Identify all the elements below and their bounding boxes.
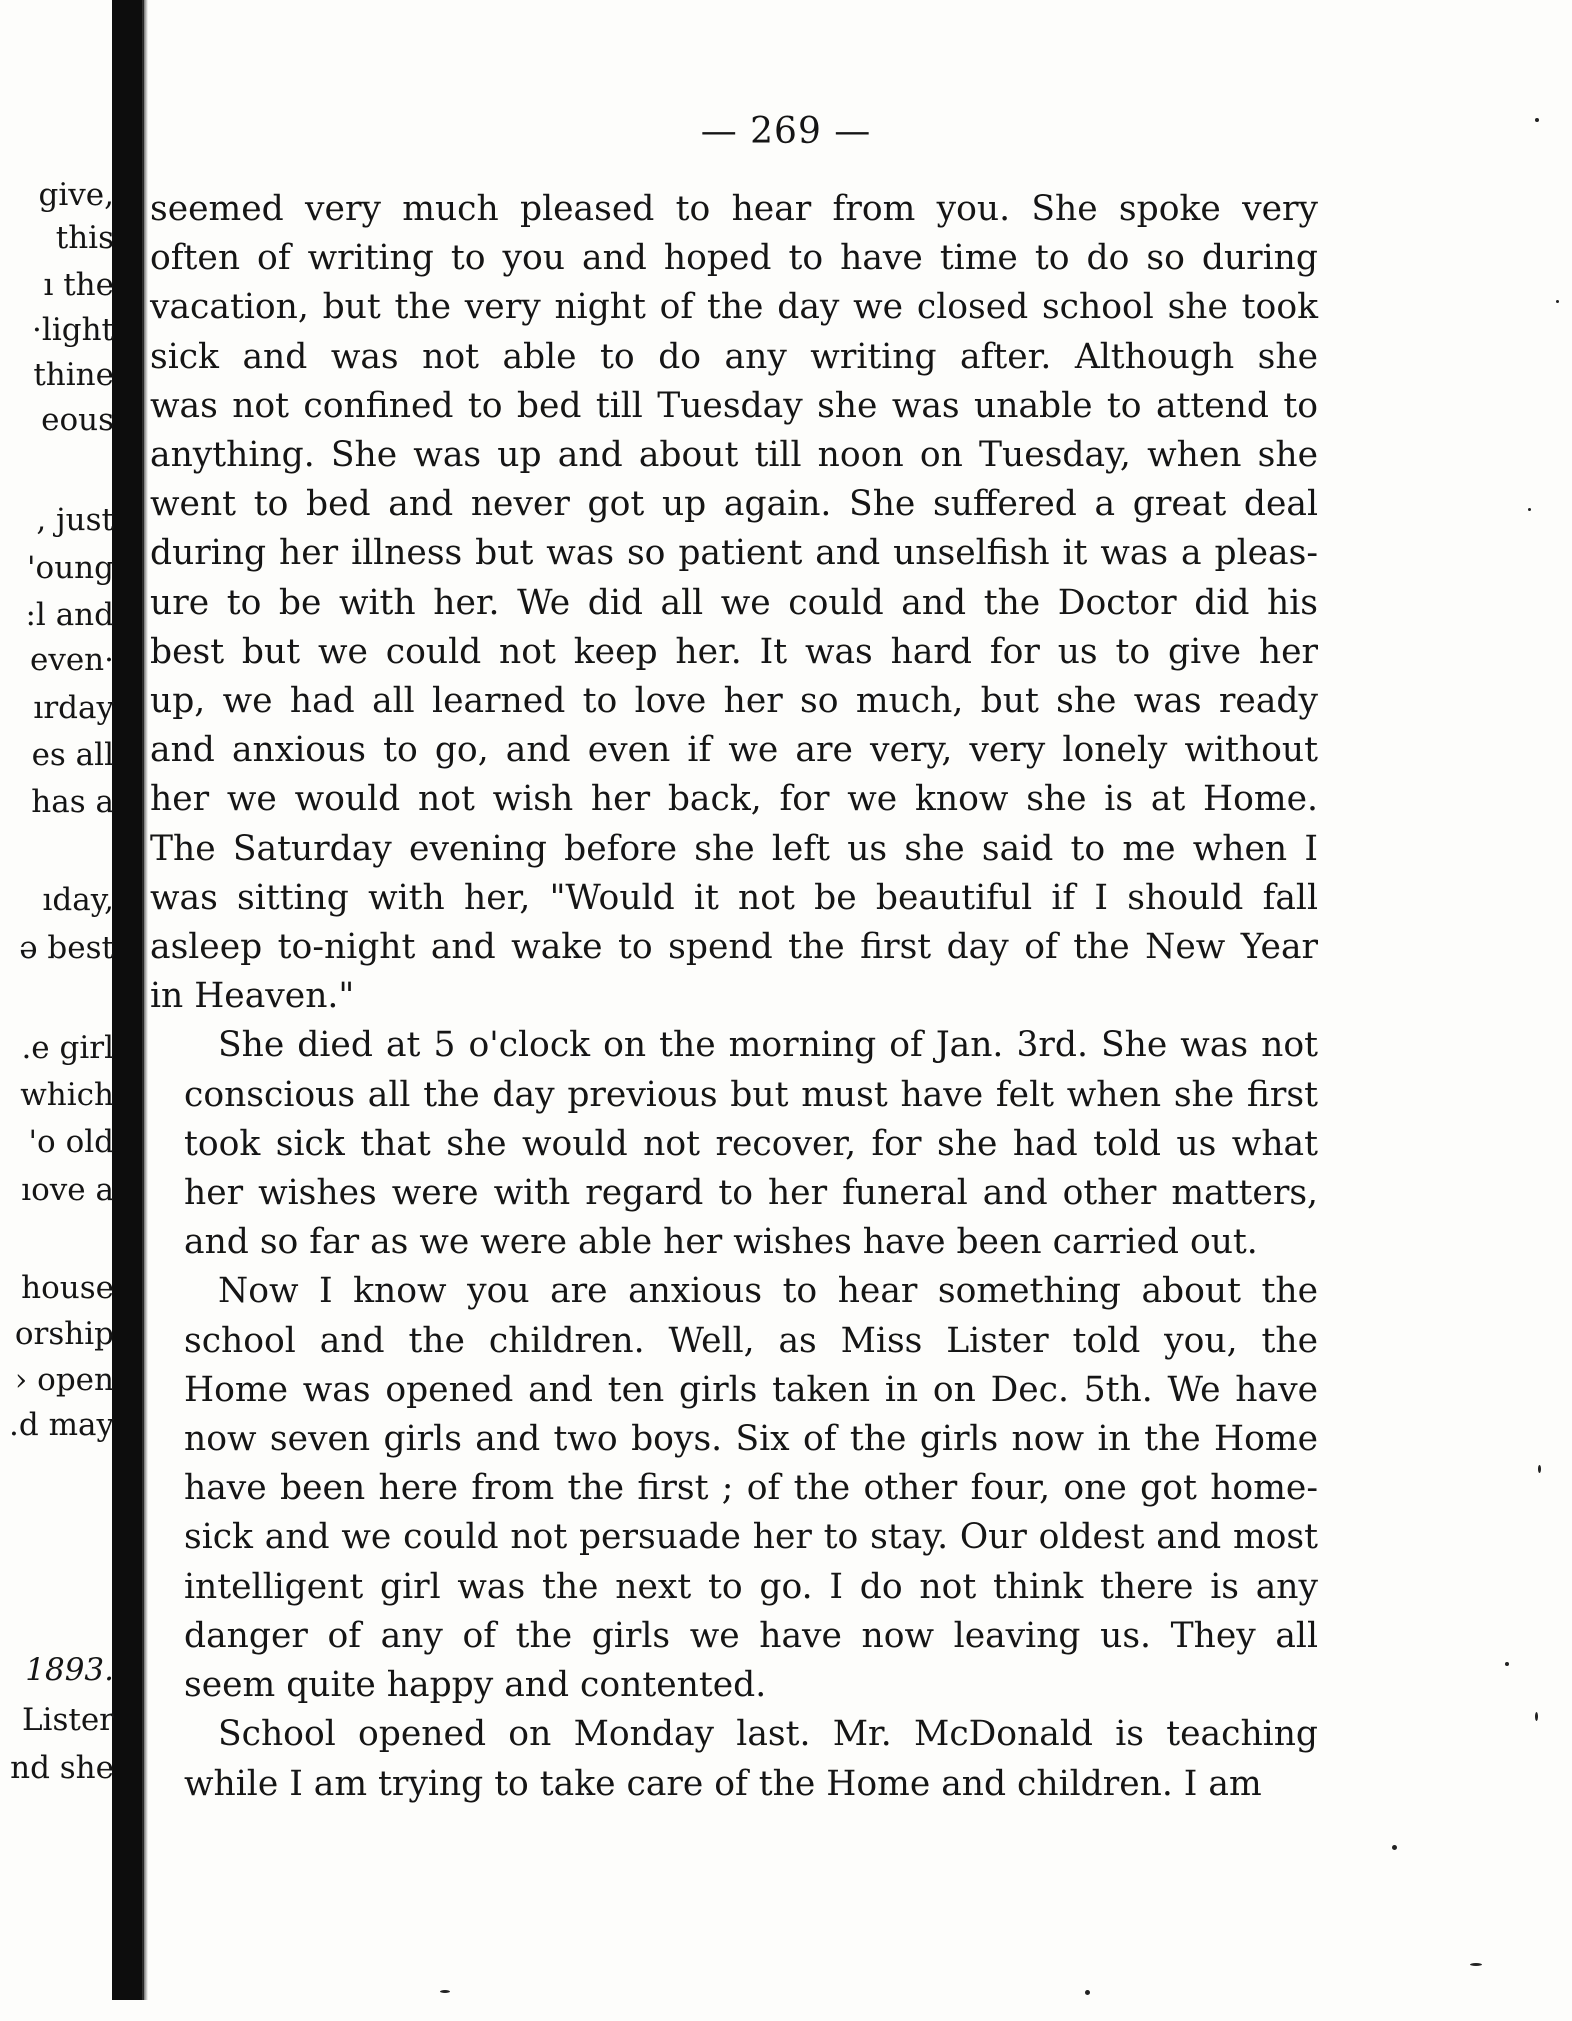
margin-fragment: 'o old [28, 1124, 114, 1160]
text-line: in Heaven." [150, 976, 355, 1017]
margin-fragment: ıday, [42, 882, 114, 918]
margin-fragment: ·light [32, 312, 114, 348]
text-line: and anxious to go, and even if we are very, very lonely without [150, 730, 1318, 771]
margin-fragment: nd she [10, 1750, 114, 1786]
text-line: up, we had all learned to love her so much, but she was ready [150, 681, 1318, 722]
letter-body-text [150, 185, 1318, 1809]
text-line: sick and we could not persuade her to stay. Our oldest and most [184, 1517, 1318, 1558]
margin-fragment: ıove a [21, 1172, 114, 1208]
text-line: her wishes were with regard to her funeral and other matters, [184, 1173, 1318, 1214]
scan-speck [1392, 1845, 1397, 1850]
scan-speck [1528, 508, 1531, 511]
margin-fragment: give, [38, 177, 114, 213]
text-line: Home was opened and ten girls taken in on Dec. 5th. We have [184, 1369, 1318, 1410]
margin-fragment: has a [31, 784, 114, 820]
margin-fragment: even· [29, 642, 114, 678]
scan-speck [440, 1990, 450, 1993]
margin-fragment: this [55, 220, 114, 256]
scan-speck [1085, 1990, 1090, 1995]
paragraph [150, 1710, 1318, 1808]
margin-fragment: 'oung [27, 550, 114, 586]
scan-speck [1505, 1662, 1509, 1666]
scan-speck [1556, 300, 1559, 303]
text-line: School opened on Monday last. Mr. McDonald is teaching [218, 1714, 1318, 1755]
paragraph [150, 1021, 1318, 1267]
margin-fragment: house [21, 1270, 114, 1306]
text-line: conscious all the day previous but must have felt when she first [184, 1074, 1318, 1115]
text-line: and so far as we were able her wishes have been carried out. [184, 1222, 1258, 1263]
text-line: often of writing to you and hoped to have time to do so during [150, 238, 1318, 279]
paragraph [150, 1267, 1318, 1710]
text-line: danger of any of the girls we have now leaving us. They all [184, 1615, 1318, 1656]
margin-fragment: ə best [19, 930, 114, 966]
text-line: She died at 5 o'clock on the morning of Jan. 3rd. She was not [218, 1025, 1318, 1066]
margin-fragment: thine [33, 357, 114, 393]
margin-fragment: :l and [25, 597, 114, 633]
margin-fragment: es all [31, 737, 114, 773]
margin-fragment: 1893. [25, 1652, 114, 1688]
text-line: was not confined to bed till Tuesday she was unable to attend to [150, 385, 1318, 426]
text-line: while I am trying to take care of the Home and children. I am [184, 1763, 1262, 1804]
page-number: — 269 — [700, 111, 872, 152]
text-line: took sick that she would not recover, for she had told us what [184, 1123, 1318, 1164]
scan-speck [1538, 1465, 1541, 1473]
text-line: Now I know you are anxious to hear something about the [218, 1271, 1318, 1312]
text-line: school and the children. Well, as Miss Lister told you, the [184, 1320, 1318, 1361]
margin-fragment: .d may [9, 1407, 114, 1443]
text-line: ure to be with her. We did all we could and the Doctor did his [150, 582, 1318, 623]
margin-fragment: which [20, 1077, 114, 1113]
margin-fragment: ı the [43, 267, 114, 303]
scan-speck [1470, 1963, 1482, 1966]
text-line: intelligent girl was the next to go. I do not think there is any [184, 1566, 1318, 1607]
text-line: seemed very much pleased to hear from you. She spoke very [150, 189, 1318, 229]
margin-fragment: orship [14, 1316, 114, 1352]
text-line: asleep to-night and wake to spend the first day of the New Year [150, 927, 1318, 968]
margin-fragment: .e girl [21, 1030, 114, 1066]
text-line: her we would not wish her back, for we know she is at Home. [150, 779, 1318, 820]
scan-speck [1535, 118, 1539, 122]
paragraph [150, 185, 1318, 1021]
text-line: The Saturday evening before she left us she said to me when I [150, 828, 1318, 869]
scan-speck [1535, 1712, 1538, 1721]
margin-fragment: eous [41, 402, 114, 438]
margin-fragment: ırday [33, 690, 114, 726]
text-line: went to bed and never got up again. She suffered a great deal [150, 484, 1318, 525]
margin-fragment: , just [36, 502, 114, 538]
text-line: was sitting with her, "Would it not be beautiful if I should fall [150, 877, 1318, 918]
text-line: sick and was not able to do any writing after. Although she [150, 336, 1318, 377]
margin-fragment: Lister [21, 1702, 114, 1738]
text-line: have been here from the first ; of the other four, one got home- [184, 1468, 1318, 1509]
text-line: anything. She was up and about till noon on Tuesday, when she [150, 435, 1318, 476]
text-line: best but we could not keep her. It was hard for us to give her [150, 631, 1318, 672]
text-line: during her illness but was so patient and unselfish it was a pleas- [150, 533, 1318, 574]
text-line: seem quite happy and contented. [184, 1665, 767, 1706]
binding-gutter-edge [142, 0, 148, 2000]
text-line: vacation, but the very night of the day we closed school she took [150, 287, 1318, 328]
margin-fragment: › open [14, 1362, 114, 1398]
facing-page-margin-fragments [0, 0, 120, 2021]
text-line: now seven girls and two boys. Six of the girls now in the Home [184, 1419, 1318, 1460]
